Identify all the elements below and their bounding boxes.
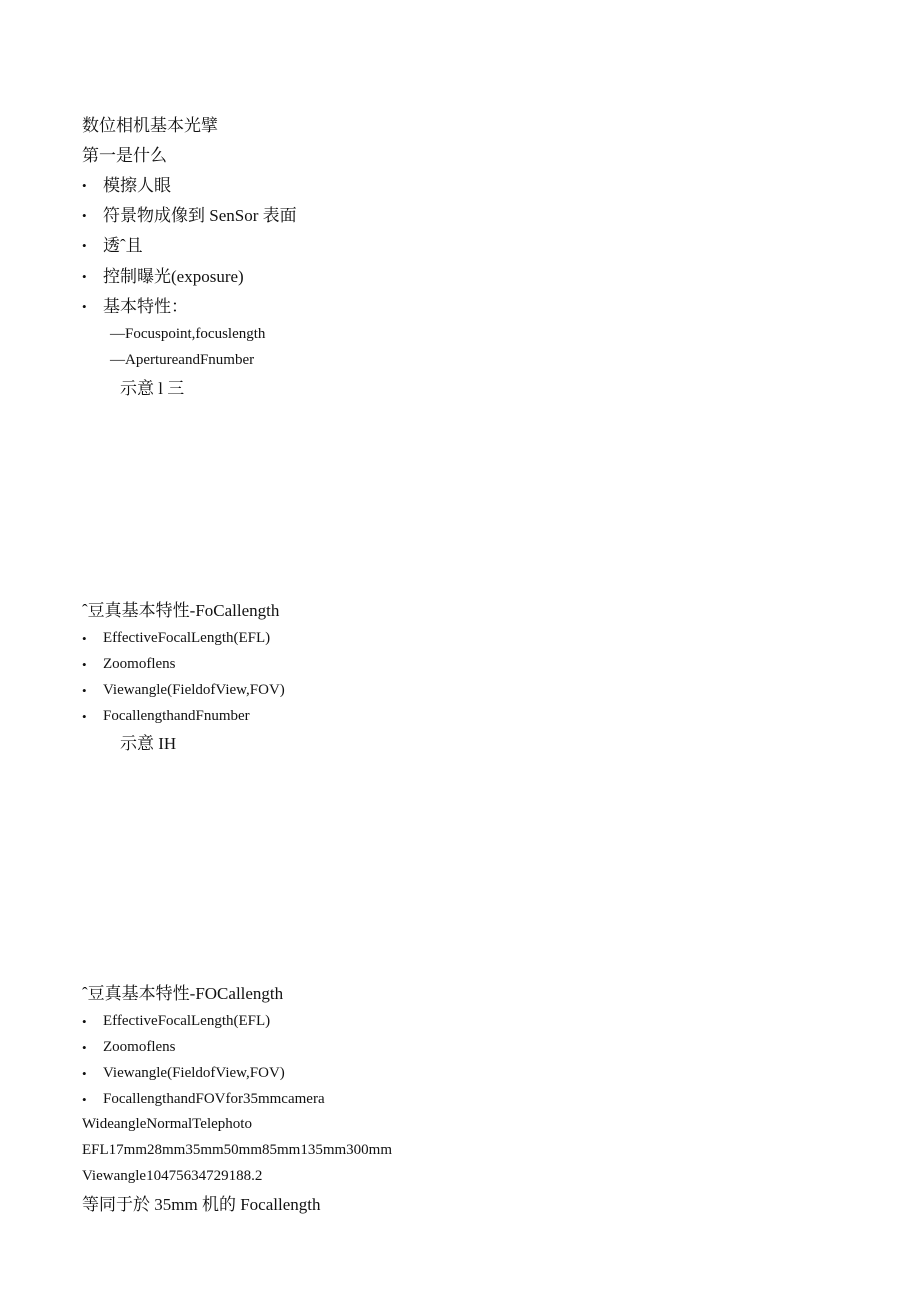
- list-item-text: Viewangle(FieldofView,FOV): [103, 1065, 285, 1081]
- list-item: [82, 631, 270, 646]
- section1-subtitle: 第一是什么: [82, 146, 167, 165]
- list-item: [82, 207, 297, 224]
- table-line: Viewangle10475634729188.2: [82, 1168, 263, 1184]
- bullet-icon: •: [82, 178, 87, 193]
- footer-text: 等同于於 35mm 机的 Focallength: [82, 1195, 321, 1214]
- list-item: [82, 237, 143, 254]
- diagram-caption: 示意 l 三: [120, 379, 185, 398]
- list-item-text: 控制曝光(exposure): [103, 267, 244, 286]
- list-item-text: EffectiveFocalLength(EFL): [103, 630, 271, 646]
- list-item: [82, 1092, 325, 1107]
- list-item: [82, 683, 285, 698]
- table-line: WideangleNormalTelephoto: [82, 1116, 252, 1132]
- list-item: [82, 1014, 270, 1029]
- list-item-text: Viewangle(FieldofView,FOV): [103, 682, 285, 698]
- bullet-icon: •: [82, 683, 87, 698]
- bullet-icon: •: [82, 1066, 87, 1081]
- list-item: [82, 177, 171, 194]
- list-item-text: 基本特性：: [103, 297, 188, 316]
- section1-title: 数位相机基本光擘: [82, 116, 218, 135]
- bullet-icon: •: [82, 1014, 87, 1029]
- bullet-icon: •: [82, 238, 87, 253]
- bullet-icon: •: [82, 1092, 87, 1107]
- list-item-text: 符景物成像到 SenSor 表面: [103, 206, 297, 225]
- section3-title: ˆ豆真基本特性-FOCallength: [82, 984, 284, 1003]
- list-item-text: 模擦人眼: [103, 176, 171, 195]
- bullet-icon: •: [82, 631, 87, 646]
- bullet-icon: •: [82, 657, 87, 672]
- list-item: [82, 298, 188, 315]
- bullet-icon: •: [82, 299, 87, 314]
- list-item-text: Zoomoflens: [103, 1039, 176, 1055]
- sub-item: —ApertureandFnumber: [110, 352, 255, 368]
- bullet-icon: •: [82, 1040, 87, 1055]
- list-item-text: FocallengthandFnumber: [103, 708, 250, 724]
- list-item: [82, 709, 250, 724]
- list-item: [82, 1040, 176, 1055]
- section2-title: ˆ豆真基本特性-FoCallength: [82, 601, 280, 620]
- diagram-caption: 示意 IH: [120, 734, 177, 753]
- list-item-text: 透ˆ且: [103, 236, 143, 255]
- bullet-icon: •: [82, 709, 87, 724]
- list-item-text: EffectiveFocalLength(EFL): [103, 1013, 271, 1029]
- sub-item: —Focuspoint,focuslength: [110, 326, 266, 342]
- bullet-icon: •: [82, 208, 87, 223]
- list-item: [82, 268, 244, 285]
- bullet-icon: •: [82, 269, 87, 284]
- list-item: [82, 1066, 285, 1081]
- table-line: EFL17mm28mm35mm50mm85mm135mm300mm: [82, 1142, 393, 1158]
- list-item-text: Zoomoflens: [103, 656, 176, 672]
- list-item-text: FocallengthandFOVfor35mmcamera: [103, 1091, 325, 1107]
- list-item: [82, 657, 176, 672]
